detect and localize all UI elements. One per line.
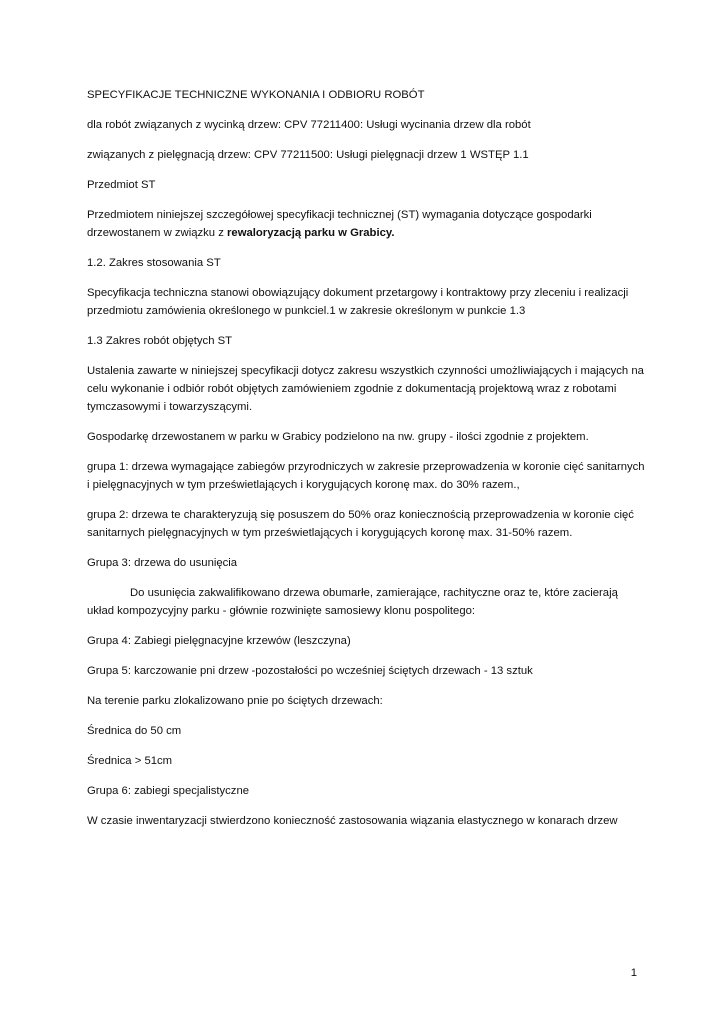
- section-heading-1-3: 1.3 Zakres robót objętych ST: [87, 335, 233, 347]
- paragraph-grupa-6: Grupa 6: zabiegi specjalistyczne: [87, 785, 250, 797]
- paragraph-cpv-pielegnacja: związanych z pielęgnacją drzew: CPV 77211500: Usługi pielęgnacji drzew 1 WSTĘP 1.1: [87, 149, 529, 161]
- section-heading-1-2: 1.2. Zakres stosowania ST: [87, 257, 221, 269]
- paragraph-grupa-4: Grupa 4: Zabiegi pielęgnacyjne krzewów (leszczyna): [87, 635, 351, 647]
- paragraph-przedmiot: [87, 206, 647, 242]
- paragraph-srednica-50: Średnica do 50 cm: [87, 725, 182, 737]
- paragraph-gospodarka: Gospodarkę drzewostanem w parku w Grabicy podzielono na nw. grupy - ilości zgodnie z projektem.: [87, 431, 589, 443]
- paragraph-pnie: Na terenie parku zlokalizowano pnie po ściętych drzewach:: [87, 695, 383, 707]
- paragraph-grupa-5: Grupa 5: karczowanie pni drzew -pozostałości po wcześniej ściętych drzewach - 13 sztuk: [87, 665, 533, 677]
- paragraph-grupa-1: grupa 1: drzewa wymagające zabiegów przyrodniczych w zakresie przeprowadzenia w koronie cięć sanitarnych i pielęgnacyjnych w tym prześwietlających i korygujących koronę max. do 30% razem.,: [87, 461, 645, 491]
- document-title: SPECYFIKACJE TECHNICZNE WYKONANIA I ODBIORU ROBÓT: [87, 89, 425, 101]
- paragraph-ustalenia: Ustalenia zawarte w niniejszej specyfikacji dotycz zakresu wszystkich czynności umożliwiających i mających na celu wykonanie i odbiór robót objętych zamówieniem zgodnie z dokumentacją projektową wraz z robotami tymczasowymi i towarzyszącymi.: [87, 365, 644, 413]
- page-number: 1: [630, 967, 637, 979]
- paragraph-przedmiot-text: Przedmiotem niniejszej szczegółowej specyfikacji technicznej (ST) wymagania dotyczące gospodarki drzewostanem w związku z: [87, 209, 592, 239]
- document-body: [87, 86, 647, 842]
- paragraph-zakres-stosowania: Specyfikacja techniczna stanowi obowiązujący dokument przetargowy i kontraktowy przy zleceniu i realizacji przedmiotu zamówienia określonego w punkciel.1 w zakresie określonym w punkcie 1.3: [87, 287, 629, 317]
- paragraph-grupa-3: Grupa 3: drzewa do usunięcia: [87, 557, 238, 569]
- paragraph-inwentaryzacja: W czasie inwentaryzacji stwierdzono konieczność zastosowania wiązania elastycznego w konarach drzew: [87, 815, 618, 827]
- section-heading-przedmiot: Przedmiot ST: [87, 179, 156, 191]
- paragraph-grupa-2: grupa 2: drzewa te charakteryzują się posuszem do 50% oraz koniecznością przeprowadzenia w koronie cięć sanitarnych pielęgnacyjnych w tym prześwietlających i korygujących koronę max. 31-50% razem.: [87, 509, 634, 539]
- paragraph-srednica-51: Średnica > 51cm: [87, 755, 173, 767]
- paragraph-do-usuniecia: Do usunięcia zakwalifikowano drzewa obumarłe, zamierające, rachityczne oraz te, które zacierają układ kompozycyjny parku - głównie rozwinięte samosiewy klonu pospolitego:: [87, 587, 618, 617]
- paragraph-cpv-wycinka: dla robót związanych z wycinką drzew: CPV 77211400: Usługi wycinania drzew dla robót: [87, 119, 531, 131]
- paragraph-przedmiot-bold: rewaloryzacją parku w Grabicy.: [227, 227, 395, 239]
